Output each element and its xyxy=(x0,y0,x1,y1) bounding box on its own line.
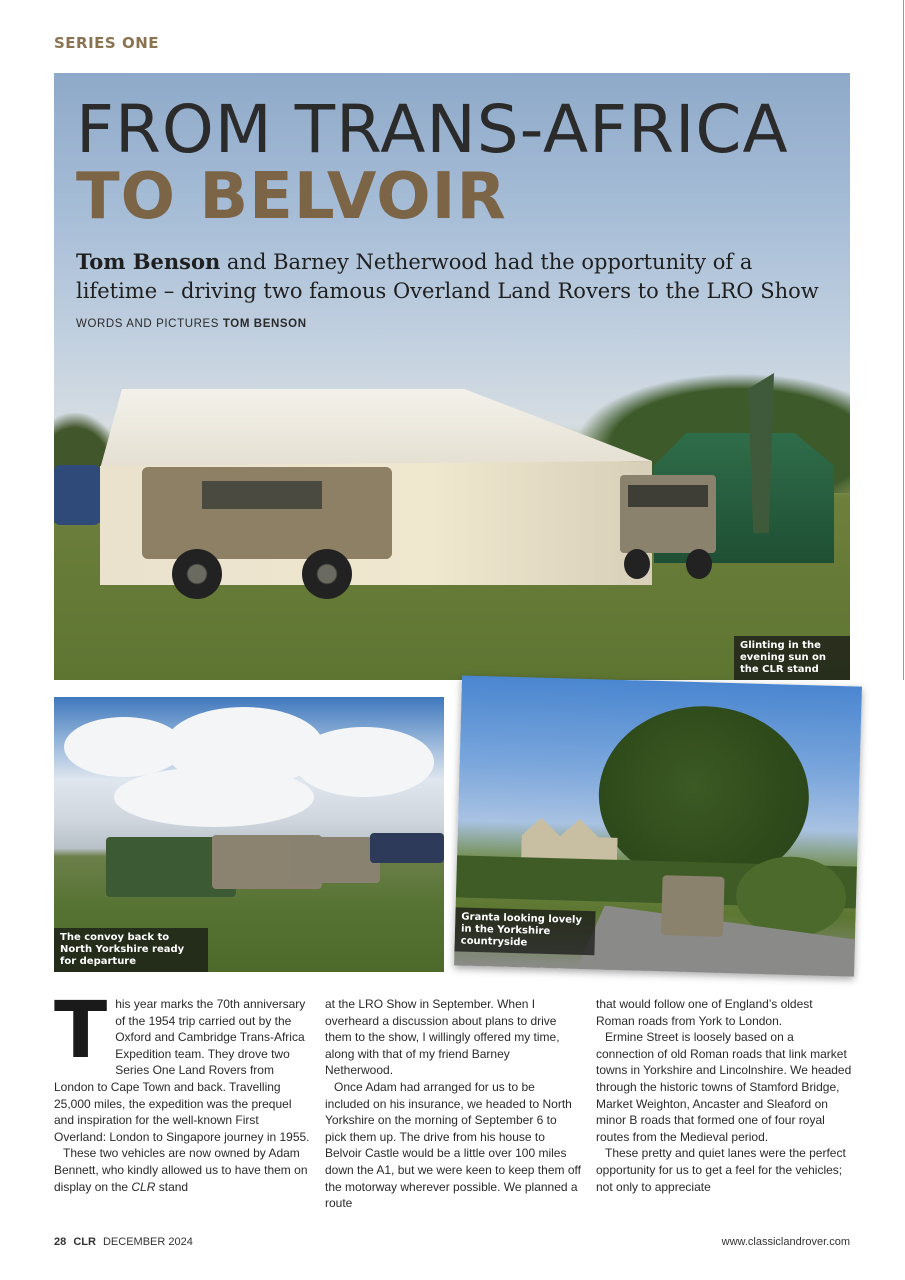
hero-van xyxy=(54,465,100,525)
granta-photo-frame xyxy=(454,675,862,976)
website-url: www.classiclandrover.com xyxy=(721,1236,850,1248)
hero-land-rover-station-wagon xyxy=(142,467,408,597)
headline-line-1: FROM TRANS-AFRICA xyxy=(76,91,789,168)
standfirst-text: and Barney Netherwood had the opportunity of a lifetime – driving two famous Overland Land Rovers to the LRO Show xyxy=(76,250,819,303)
convoy-caption: The convoy back to North Yorkshire ready for departure xyxy=(54,928,208,972)
body-paragraph: Ermine Street is loosely based on a connection of old Roman roads that link market towns in Yorkshire and Lincolnshire. We headed through the historic towns of Stamford Bridge, Market Weighton, Ancaster and Sleaford on minor B roads that formed one of four royal routes from the Medieval period. xyxy=(596,1030,852,1144)
body-column-3 xyxy=(596,996,852,1195)
body-paragraph: his year marks the 70th anniversary of the 1954 trip carried out by the Oxford and Cambridge Trans-Africa Expedition team. They drove two Series One Land Rovers from London to Cape Town and back. Travelling 25,000 miles, the expedition was the prequel and inspiration for the well-known First Overland: London to Singapore journey in 1955. xyxy=(54,997,310,1144)
body-paragraph: These pretty and quiet lanes were the perfect opportunity for us to get a feel for the vehicles; not only to appreciate xyxy=(596,1146,846,1194)
hero-land-rover-front xyxy=(620,475,716,579)
page-number: 28 xyxy=(54,1236,67,1248)
section-label: SERIES ONE xyxy=(54,34,160,52)
hero-photo xyxy=(54,73,850,680)
byline-name: TOM BENSON xyxy=(222,318,307,330)
granta-caption: Granta looking lovely in the Yorkshire countryside xyxy=(454,907,595,955)
body-column-1 xyxy=(54,986,310,1195)
drop-cap: T xyxy=(54,986,108,1076)
headline-line-2: TO BELVOIR xyxy=(76,160,507,234)
page-edge-line xyxy=(903,0,904,680)
body-column-2 xyxy=(325,996,581,1212)
body-paragraph: that would follow one of England’s oldest Roman roads from York to London. xyxy=(596,997,813,1028)
standfirst-author: Tom Benson xyxy=(76,249,221,274)
byline xyxy=(76,318,307,330)
standfirst xyxy=(76,247,836,306)
granta-photo xyxy=(454,675,862,976)
body-paragraph: Once Adam had arranged for us to be included on his insurance, we headed to North Yorkshire on the morning of September 6 to pick them up. The drive from his house to Belvoir Castle would be a little over 100 miles down the A1, but we were keen to keep them off the motorway wherever possible. We planned a route xyxy=(325,1079,581,1211)
body-paragraph: at the LRO Show in September. When I overheard a discussion about plans to drive them to the show, I willingly offered my time, along with that of my friend Barney Netherwood. xyxy=(325,997,560,1078)
body-paragraph: These two vehicles are now owned by Adam Bennett, who kindly allowed us to have them on display on the CLR stand xyxy=(54,1146,308,1194)
byline-label: WORDS AND PICTURES xyxy=(76,318,223,330)
issue-date: DECEMBER 2024 xyxy=(102,1236,193,1248)
convoy-photo xyxy=(54,697,444,972)
hero-caption: Glinting in the evening sun on the CLR stand xyxy=(734,636,850,680)
magazine-name: CLR xyxy=(73,1236,96,1248)
page-footer xyxy=(54,1236,850,1252)
